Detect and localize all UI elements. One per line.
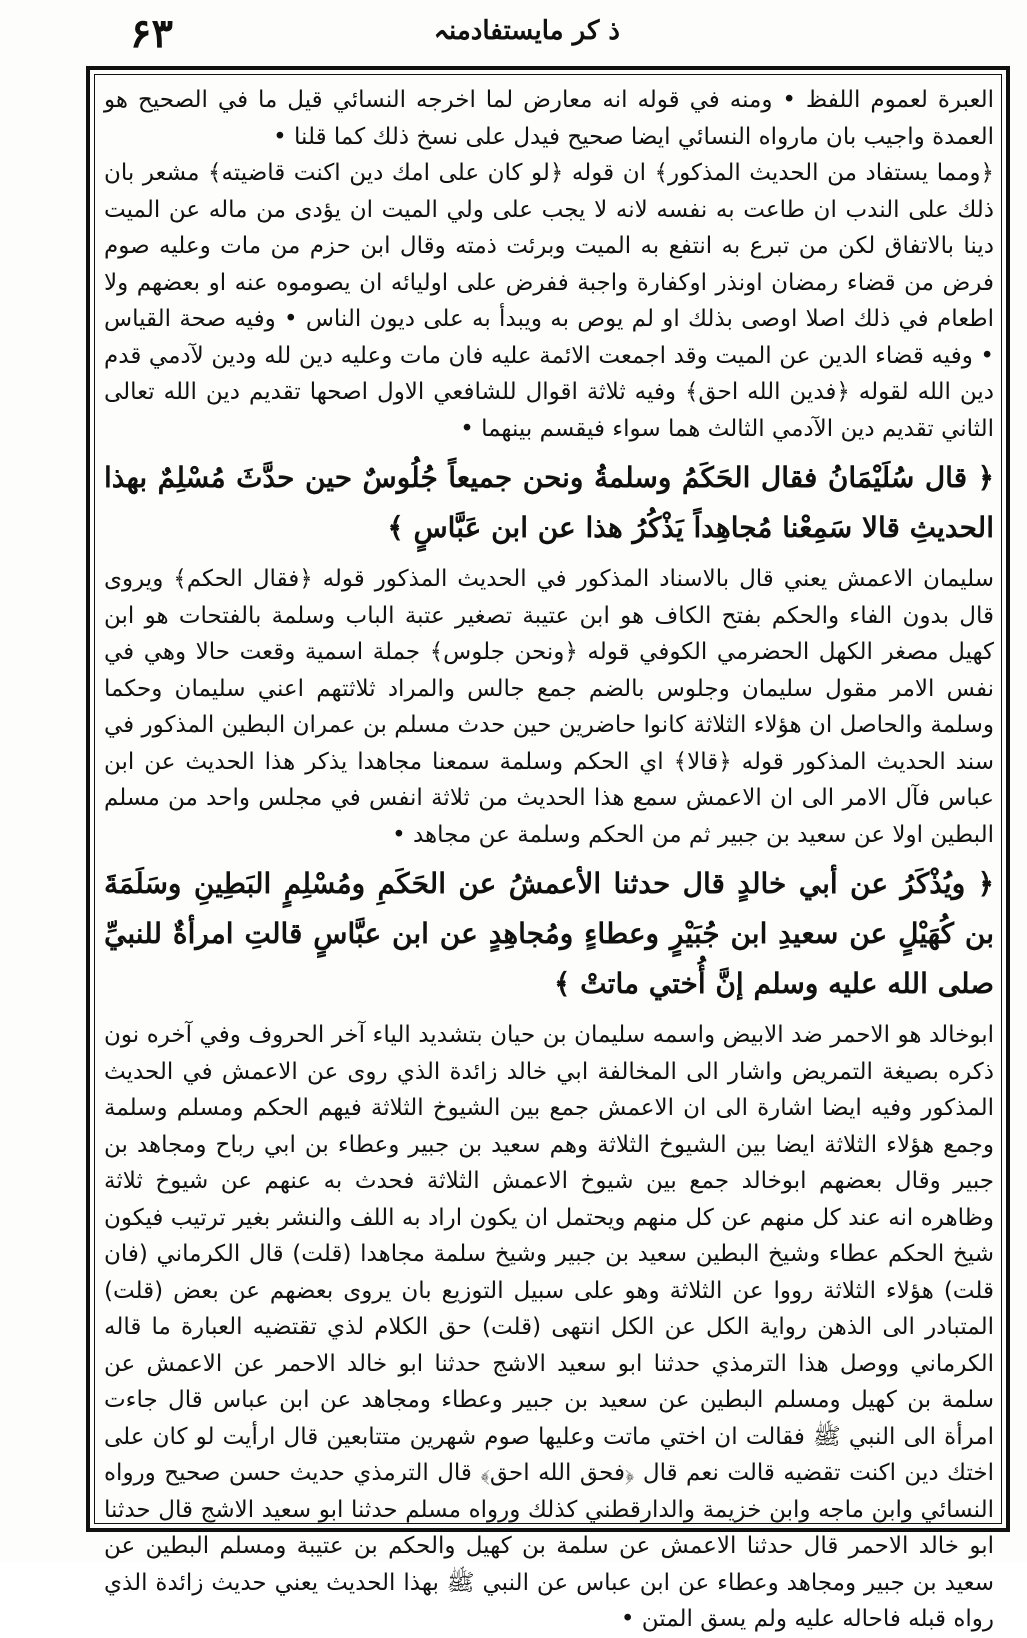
text-body [104,82,994,1632]
hadith-text-1: ﴿ قال سُلَيْمَانُ فقال الحَكَمُ وسلمةُ ونحن جميعاً جُلُوسٌ حين حدَّثَ مُسْلِمٌ بهذا الحديثِ قالا سَمِعْنا مُجاهِداً يَذْكُرُ هذا عن ابن عَبَّاسٍ ﴾ [104,461,994,544]
page-number: ۶۳ [130,10,173,57]
commentary-paragraph-4: ابوخالد هو الاحمر ضد الابيض واسمه سليمان بن حيان بتشديد الياء آخر الحروف وفي آخره نون ذكره بصيغة التمريض واشار الى المخالفة ابي خالد زائدة الذي روى عن الاعمش في الحديث المذكور وفيه ايضا اشارة الى ان الاعمش جمع بين الشيوخ الثلاثة فيهم الحكم ومسلم وسلمة وجمع هؤلاء الثلاثة ايضا بين الشيوخ الثلاثة وهم سعيد بن جبير وعطاء بن ابي رباح ومجاهد بن جبير وقال بعضهم ابوخالد جمع بين شيوخ الاعمش الثلاثة فحدث به عنهم عن شيوخ ثلاثة وظاهره انه عند كل منهم عن كل منهم ويحتمل ان يكون اراد به اللف والنشر بغير ترتيب فيكون شيخ الحكم عطاء وشيخ البطين سعيد بن جبير وشيخ سلمة مجاهدا (قلت) قال الكرماني (فان قلت) هؤلاء الثلاثة رووا عن الثلاثة وهو على سبيل التوزيع بان يروى بعضهم عن بعض (قلت) المتبادر الى الذهن رواية الكل عن الكل انتهى (قلت) حق الكلام لذي تقتضيه العبارة ما قاله الكرماني ووصل هذا الترمذي حدثنا ابو سعيد الاشج حدثنا ابو خالد الاحمر عن الاعمش عن سلمة بن كهيل ومسلم البطين عن سعيد بن جبير وعطاء ومجاهد عن ابن عباس قال جاءت امرأة الى النبي ﷺ فقالت ان اختي ماتت وعليها صوم شهرين متتابعين قال ارأيت لو كان على اختك دين اكنت تقضيه قالت نعم قال ﴿فحق الله احق﴾ قال الترمذي حديث حسن صحيح ورواه النسائي وابن ماجه وابن خزيمة والدارقطني كذلك ورواه مسلم حدثنا ابو سعيد الاشج قال حدثنا ابو خالد الاحمر قال حدثنا الاعمش عن سلمة بن كهيل والحكم بن عتيبة ومسلم البطين عن سعيد بن جبير ومجاهد وعطاء عن ابن عباس عن النبي ﷺ بهذا الحديث يعني حديث زائدة الذي رواه قبله فاحاله عليه ولم يسق المتن • [104,1022,994,1632]
hadith-text-2: ﴿ ويُذْكَرُ عن أبي خالدٍ قال حدثنا الأعمشُ عن الحَكَمِ ومُسْلِمٍ البَطِينِ وسَلَمَةَ بن كُهَيْلٍ عن سعيدِ ابن جُبَيْرٍ وعطاءٍ ومُجاهِدٍ عن ابن عبَّاسٍ قالتِ امرأةٌ للنبيِّ صلى الله عليه وسلم إنَّ أُختي ماتتْ ﴾ [104,867,994,1000]
commentary-paragraph-3: سليمان الاعمش يعني قال بالاسناد المذكور في الحديث المذكور قوله ﴿فقال الحكم﴾ ويروى قال بدون الفاء والحكم بفتح الكاف هو ابن عتيبة تصغير عتبة الباب وسلمة بالفتحات هو ابن كهيل مصغر الكهل الحضرمي الكوفي قوله ﴿ونحن جلوس﴾ جملة اسمية وقعت حالا وهي في نفس الامر مقول سليمان وجلوس بالضم جمع جالس والمراد ثلاثتهم اعني سليمان وحكما وسلمة والحاصل ان هؤلاء الثلاثة كانوا حاضرين حين حدث مسلم بن عمران البطين المذكور في سند الحديث المذكور قوله ﴿قالا﴾ اي الحكم وسلمة سمعنا مجاهدا يذكر هذا الحديث عن ابن عباس فآل الامر الى ان الاعمش سمع هذا الحديث من ثلاثة انفس في مجلس واحد من مسلم البطين اولا عن سعيد بن جبير ثم من الحكم وسلمة عن مجاهد • [104,566,994,848]
running-title: ذ کر مایستفادمنہ [433,16,620,46]
page-header [60,10,1000,58]
commentary-paragraph-1: العبرة لعموم اللفظ • ومنه في قوله انه معارض لما اخرجه النسائي قيل ما في الصحيح هو العمدة واجيب بان مارواه النسائي ايضا صحيح فيدل على نسخ ذلك كما قلنا • [104,87,994,150]
commentary-paragraph-2: ﴿ومما يستفاد من الحديث المذكور﴾ ان قوله ﴿لو كان على امك دين اكنت قاضيته﴾ مشعر بان ذلك على الندب ان طاعت به نفسه لانه لا يجب على ولي الميت ان يؤدى من ماله عن الميت دينا بالاتفاق لكن من تبرع به انتفع به الميت وبرئت ذمته وقال ابن حزم من مات وعليه صوم فرض من قضاء رمضان اونذر اوكفارة واجبة ففرض على اوليائه ان يصوموه عنه او بعضهم ولا اطعام في ذلك اصلا اوصى بذلك او لم يوص به ويبدأ به على ديون الناس • وفيه صحة القياس • وفيه قضاء الدين عن الميت وقد اجمعت الائمة عليه فان مات وعليه دين لله ودين لآدمي قدم دين الله لقوله ﴿فدين الله احق﴾ وفيه ثلاثة اقوال للشافعي الاول اصحها تقديم دين الله تعالى الثاني تقديم دين الآدمي الثالث هما سواء فيقسم بينهما • [104,160,994,442]
